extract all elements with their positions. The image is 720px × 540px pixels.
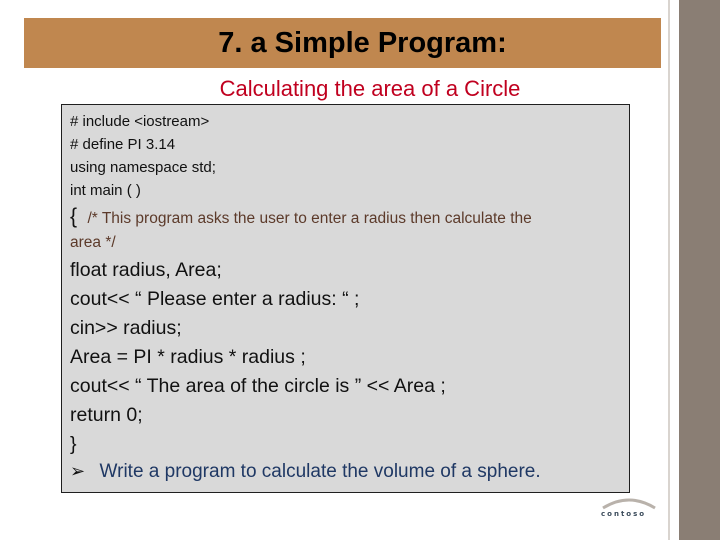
side-divider-line xyxy=(668,0,670,540)
exercise-text: Write a program to calculate the volume of a sphere. xyxy=(99,461,541,482)
exercise-bullet xyxy=(70,461,541,483)
code-box xyxy=(61,104,630,493)
open-brace: { xyxy=(70,205,78,228)
code-line-include: # include <iostream> xyxy=(70,113,210,130)
close-brace: } xyxy=(70,433,77,455)
code-line-area-calc: Area = PI * radius * radius ; xyxy=(70,346,306,368)
slide-subtitle: Calculating the area of a Circle xyxy=(219,76,521,101)
code-line-main: int main ( ) xyxy=(70,182,141,199)
arrow-bullet-icon: ➢ xyxy=(70,461,86,481)
code-line-brace-comment xyxy=(70,205,532,229)
code-line-return: return 0; xyxy=(70,404,143,426)
side-decorative-bar xyxy=(679,0,720,540)
code-line-cin: cin>> radius; xyxy=(70,317,182,339)
logo xyxy=(597,496,661,526)
code-line-namespace: using namespace std; xyxy=(70,159,216,176)
code-line-cout-result: cout<< “ The area of the circle is ” << Area ; xyxy=(70,375,446,397)
code-line-declare: float radius, Area; xyxy=(70,259,222,281)
code-line-define: # define PI 3.14 xyxy=(70,136,176,153)
code-comment-part2: area */ xyxy=(70,234,116,251)
code-comment-part1: /* This program asks the user to enter a radius then calculate the xyxy=(87,210,532,227)
code-line-cout-prompt: cout<< “ Please enter a radius: “ ; xyxy=(70,288,360,310)
title-banner xyxy=(24,18,661,68)
slide-title: 7. a Simple Program: xyxy=(218,26,507,59)
logo-text: contoso xyxy=(601,510,647,518)
